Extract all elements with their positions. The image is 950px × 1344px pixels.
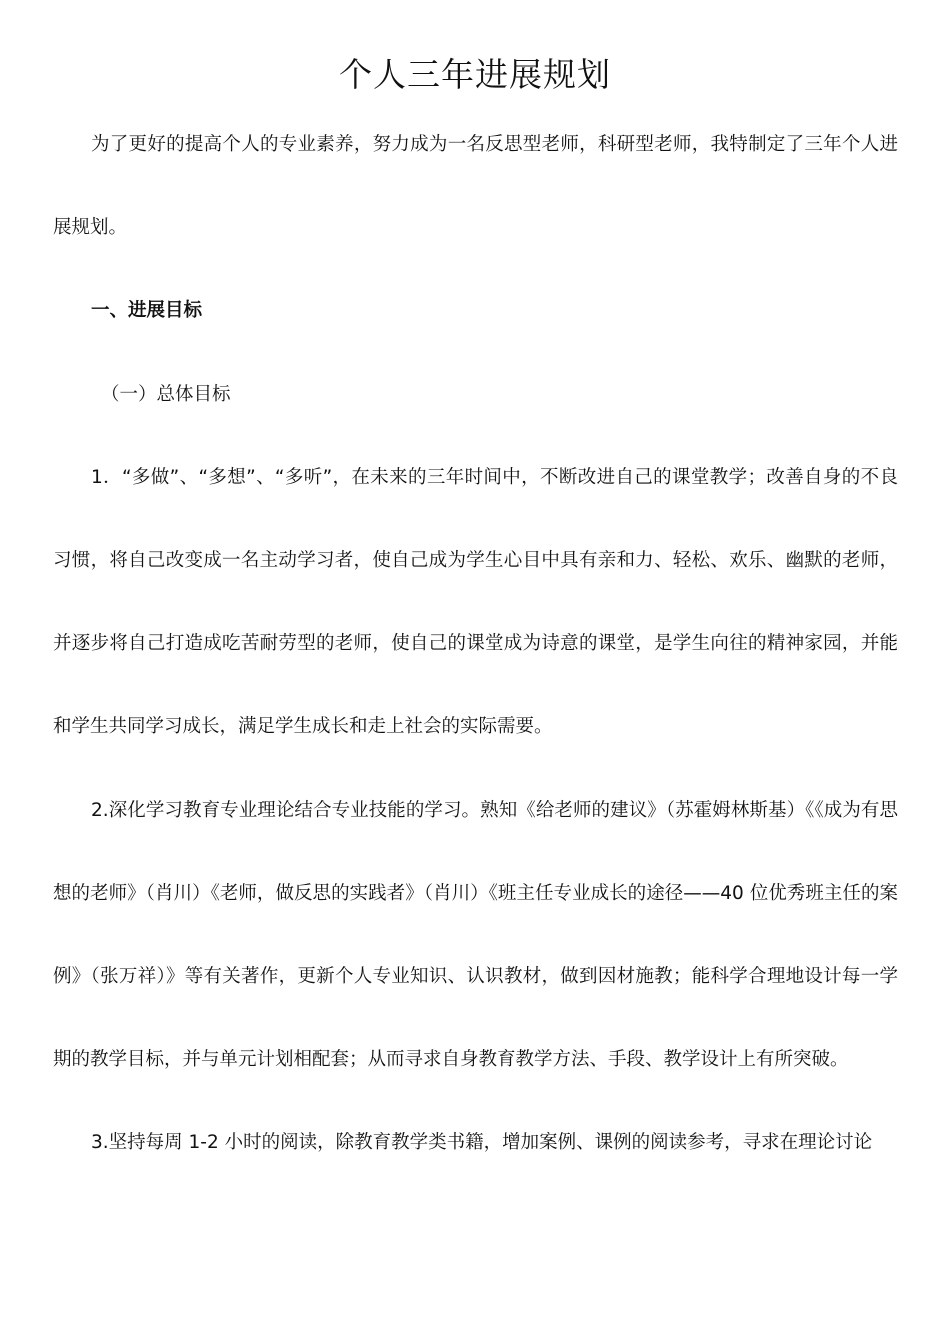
section-heading-goals: 一、进展目标: [91, 300, 203, 322]
goal-item-3: 3.坚持每周 1-2 小时的阅读，除教育教学类书籍，增加案例、课例的阅读参考，寻求在理论讨论: [91, 1132, 873, 1154]
subsection-heading-overall-goal: （一）总体目标: [101, 383, 231, 405]
goal-item-1: 1．“多做”、“多想”、“多听”，在未来的三年时间中，不断改进自己的课堂教学；改善自身的不良习惯，将自己改变成一名主动学习者，使自己成为学生心目中具有亲和力、轻松、欢乐、幽默的老师，并逐步将自己打造成吃苦耐劳型的老师，使自己的课堂成为诗意的课堂，是学生向往的精神家园，并能和学生共同学习成长，满足学生成长和走上社会的实际需要。: [53, 466, 898, 738]
document-body: [53, 103, 898, 1185]
document-title: 个人三年进展规划: [339, 55, 611, 94]
goal-item-2: 2.深化学习教育专业理论结合专业技能的学习。熟知《给老师的建议》（苏霍姆林斯基）《《成为有思想的老师》（肖川）《老师，做反思的实践者》（肖川）《班主任专业成长的途径——40 位优秀班主任的案例》（张万祥）》等有关著作，更新个人专业知识、认识教材，做到因材施教；能科学合理地设计每一学期的教学目标，并与单元计划相配套；从而寻求自身教育教学方法、手段、教学设计上有所突破。: [53, 799, 898, 1071]
intro-paragraph: 为了更好的提高个人的专业素养，努力成为一名反思型老师，科研型老师，我特制定了三年个人进展规划。: [53, 134, 898, 239]
